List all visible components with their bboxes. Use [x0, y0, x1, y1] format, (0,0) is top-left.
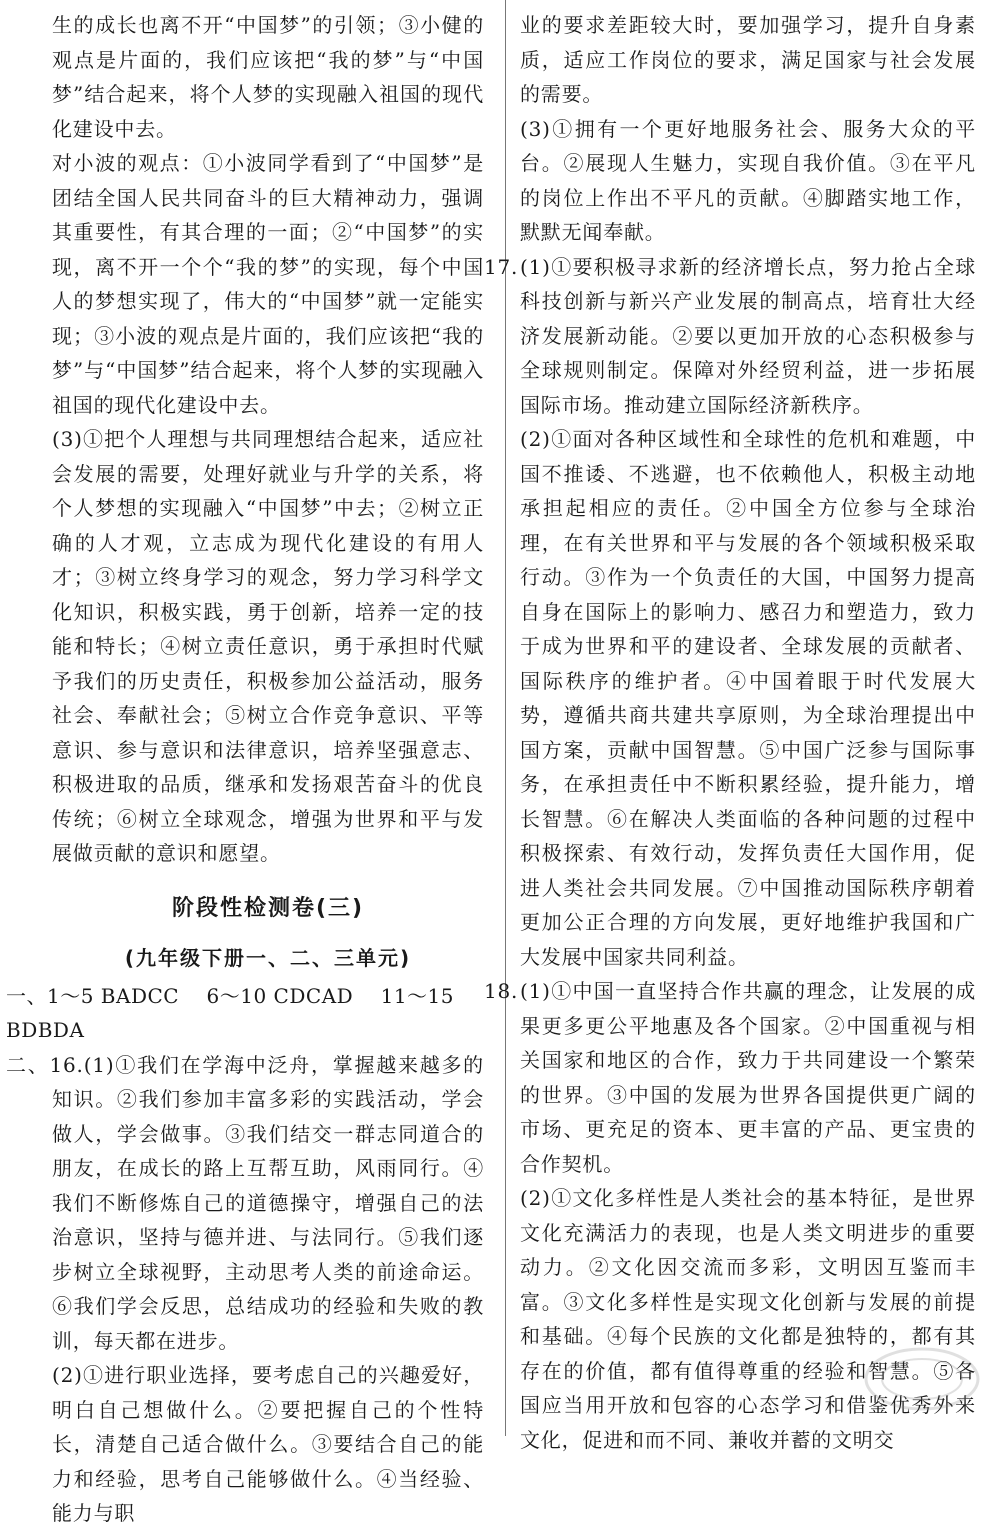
- q17-number: 17.: [484, 254, 519, 279]
- q18-part-2: (2)①文化多样性是人类社会的基本特征，是世界文化充满活力的表现，也是人类文明进步的重要动力。②文化因交流而多彩，文明因互鉴而丰富。③文化多样性是实现文化创新与发展的前提和基础。④每个民族的文化都是独特的，都有其存在的价值，都有值得尊重的经验和智慧。⑤各国应当用开放和包容的心态学习和借鉴优秀外来文化，促进和而不同、兼收并蓄的文明交: [520, 1186, 976, 1452]
- multiple-choice-answers: [6, 979, 484, 1048]
- q18-part-1: (1)①中国一直坚持合作共赢的理念，让发展的成果更多更公平地惠及各个国家。②中国重视与相关国家和地区的合作，致力于共同建设一个繁荣的世界。③中国的发展为世界各国提供更广阔的市场、更充足的资本、更丰富的产品、更宝贵的合作契机。: [520, 979, 976, 1176]
- q16-part-2: (2)①进行职业选择，要考虑自己的兴趣爱好，明白自己想做什么。②要把握自己的个性特长，清楚自己适合做什么。③要结合自己的能力和经验，思考自己能够做什么。④当经验、能力与职: [52, 1363, 484, 1525]
- column-divider: [505, 0, 506, 1436]
- answers-values: 1～5 BADCC 6～10 CDCAD 11～15 BDBDA: [6, 983, 461, 1042]
- watermark-logo-icon: [862, 1344, 982, 1414]
- right-paragraph-2: (3)①拥有一个更好地服务社会、服务大众的平台。②展现人生魅力，实现自我价值。③在平凡的岗位上作出不平凡的贡献。④脚踏实地工作，默默无闻奉献。: [520, 116, 976, 244]
- q16-part-1-text: (1)①我们在学海中泛舟，掌握越来越多的知识。②我们参加丰富多彩的实践活动，学会做人，学会做事。③我们结交一群志同道合的朋友，在成长的路上互帮互助，风雨同行。④我们不断修炼自己的道德操守，增强自己的法治意识，坚持与德并进、与法同行。⑤我们逐步树立全球视野，主动思考人类的前途命运。⑥我们学会反思，总结成功的经验和失败的教训，每天都在进步。: [52, 1052, 484, 1353]
- q18-number: 18.: [484, 979, 519, 1003]
- q16-part-1: [6, 1048, 484, 1359]
- question-17: [484, 250, 976, 975]
- left-column: [6, 8, 484, 1531]
- answers-label: 一、: [6, 983, 47, 1008]
- left-paragraph-1: 生的成长也离不开“中国梦”的引领；③小健的观点是片面的，我们应该把“我的梦”与“中国梦”结合起来，将个人梦的实现融入祖国的现代化建设中去。: [52, 13, 484, 141]
- question-16: [6, 1048, 484, 1531]
- right-paragraph-1: 业的要求差距较大时，要加强学习，提升自身素质，适应工作岗位的要求，满足国家与社会发展的需要。: [520, 13, 976, 106]
- left-paragraph-3: (3)①把个人理想与共同理想结合起来，适应社会发展的需要，处理好就业与升学的关系，将个人梦想的实现融入“中国梦”中去；②树立正确的人才观，立志成为现代化建设的有用人才；③树立终身学习的观念，努力学习科学文化知识，积极实践，勇于创新，培养一定的技能和特长；④树立责任意识，勇于承担时代赋予我们的历史责任，积极参加公益活动，服务社会、奉献社会；⑤树立合作竞争意识、平等意识、参与意识和法律意识，培养坚强意志、积极进取的品质，继承和发扬艰苦奋斗的优良传统；⑥树立全球观念，增强为世界和平与发展做贡献的意识和愿望。: [52, 427, 484, 865]
- section-title: 阶段性检测卷(三): [171, 895, 365, 921]
- section-subtitle: (九年级下册一、二、三单元): [124, 945, 412, 970]
- right-column: [484, 8, 976, 1457]
- q16-prefix: 二、16.: [6, 1052, 84, 1077]
- left-paragraph-xiaobo: 对小波的观点：①小波同学看到了“中国梦”是团结全国人民共同奋斗的巨大精神动力，强调其重要性，有其合理的一面；②“中国梦”的实现，离不开一个个“我的梦”的实现，每个中国人的梦想实现了，伟大的“中国梦”就一定能实现；③小波的观点是片面的，我们应该把“我的梦”与“中国梦”结合起来，将个人梦的实现融入祖国的现代化建设中去。: [52, 151, 484, 417]
- q17-part-1: (1)①要积极寻求新的经济增长点，努力抢占全球科技创新与新兴产业发展的制高点，培育壮大经济发展新动能。②要以更加开放的心态积极参与全球规则制定。保障对外经贸利益，进一步拓展国际市场。推动建立国际经济新秩序。: [520, 254, 976, 417]
- q17-part-2: (2)①面对各种区域性和全球性的危机和难题，中国不推诿、不逃避，也不依赖他人，积极主动地承担起相应的责任。②中国全方位参与全球治理，在有关世界和平与发展的各个领域积极采取行动。③作为一个负责任的大国，中国努力提高自身在国际上的影响力、感召力和塑造力，致力于成为世界和平的建设者、全球发展的贡献者、国际秩序的维护者。④中国着眼于时代发展大势，遵循共商共建共享原则，为全球治理提出中国方案，贡献中国智慧。⑤中国广泛参与国际事务，在承担责任中不断积累经验，提升能力，增长智慧。⑥在解决人类面临的各种问题的过程中积极探索、有效行动，发挥负责任大国作用，促进人类社会共同发展。⑦中国推动国际秩序朝着更加公正合理的方向发展，更好地维护我国和广大发展中国家共同利益。: [520, 427, 976, 969]
